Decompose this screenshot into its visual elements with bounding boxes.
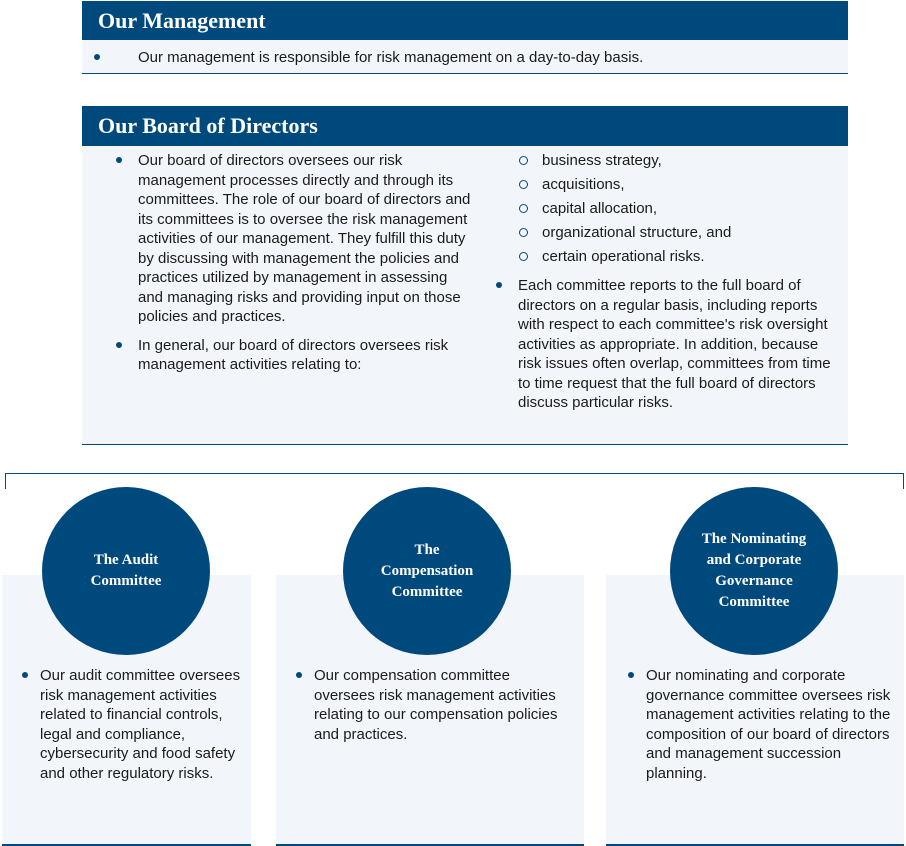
compensation-committee-circle bbox=[343, 487, 511, 655]
board-sub-bullets bbox=[516, 151, 846, 271]
list-item: Each committee reports to the full board of directors on a regular basis, including reports with respect to each committee's risk oversight activities as appropriate. In addition, because risk issues often overlap, committees from time to time request that the full board of directors discuss particular risks. bbox=[484, 276, 844, 413]
list-item: Our nominating and corporate governance committee oversees risk management activities relating to the composition of our board of directors and management succession planning. bbox=[622, 666, 898, 783]
audit-committee-circle bbox=[42, 487, 210, 655]
list-item: In general, our board of directors oversees risk management activities relating to: bbox=[104, 336, 476, 375]
sub-list-item: capital allocation, bbox=[516, 199, 846, 219]
committee-name-line: Committee bbox=[90, 573, 162, 589]
compensation-committee-bullets bbox=[290, 666, 572, 753]
committee-name-line: Compensation bbox=[380, 562, 474, 579]
nominating-committee-circle bbox=[670, 487, 838, 655]
list-item: Our board of directors oversees our risk management processes directly and through its committees. The role of our board of directors and its committees is to oversee the risk management activities of our management. They fulfill this duty by discussing with management the policies and practices utilized by management in assessing and managing risks and providing input on those policies and practices. bbox=[104, 151, 476, 327]
management-bullets bbox=[82, 48, 842, 77]
list-item: Our management is responsible for risk management on a day-to-day basis. bbox=[82, 48, 842, 68]
list-item: Our compensation committee oversees risk management activities relating to our compensation policies and practices. bbox=[290, 666, 572, 744]
management-title: Our Management bbox=[98, 7, 266, 33]
sub-list-item: acquisitions, bbox=[516, 175, 846, 195]
board-panel bbox=[82, 146, 848, 445]
committee-name-line: The Nominating bbox=[701, 531, 807, 547]
committee-name-line: and Corporate bbox=[706, 552, 802, 568]
committee-bracket bbox=[5, 473, 904, 489]
committee-name-line: The Audit bbox=[93, 552, 159, 568]
audit-committee-bullets bbox=[16, 666, 242, 792]
management-header bbox=[82, 1, 848, 40]
committee-name-line: The bbox=[414, 541, 440, 558]
sub-list-item: certain operational risks. bbox=[516, 247, 846, 267]
board-title: Our Board of Directors bbox=[98, 113, 318, 138]
sub-list-item: business strategy, bbox=[516, 151, 846, 171]
list-item: Our audit committee oversees risk management activities related to financial controls, legal and compliance, cybersecurity and food safety and other regulatory risks. bbox=[16, 666, 242, 783]
committee-name-line: Committee bbox=[391, 583, 463, 600]
board-header bbox=[82, 106, 848, 146]
committee-name-line: Committee bbox=[718, 594, 790, 610]
board-right-bullets bbox=[484, 276, 844, 422]
management-panel bbox=[82, 40, 848, 74]
board-left-bullets bbox=[104, 151, 476, 384]
sub-list-item: organizational structure, and bbox=[516, 223, 846, 243]
nominating-committee-bullets bbox=[622, 666, 898, 792]
committee-name-line: Governance bbox=[715, 573, 793, 589]
